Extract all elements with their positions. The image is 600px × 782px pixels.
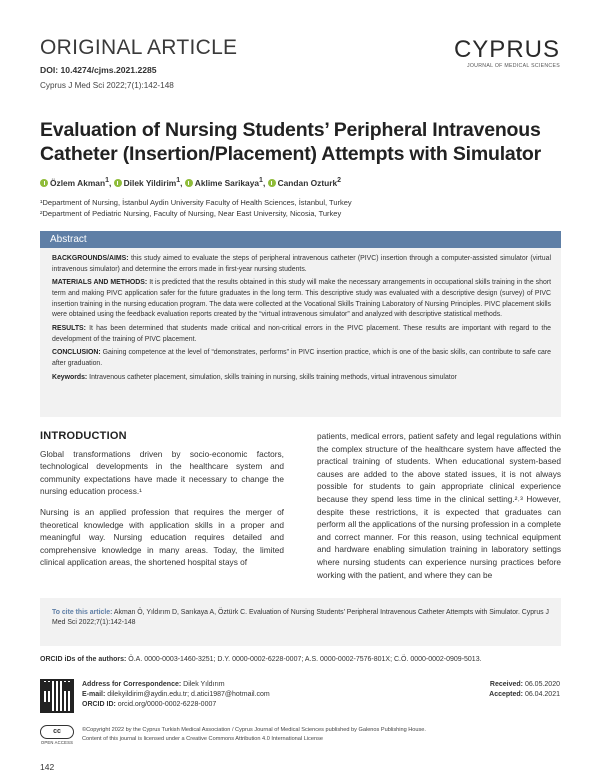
abstract-background: [52, 254, 551, 275]
cc-license-icon: cc: [40, 725, 74, 739]
orcid-ids-text: Ö.A. 0000-0003-1460-3251; D.Y. 0000-0002-6228-0007; A.S. 0000-0002-7576-801X; C.Ö. 0000-0002-0909-5013.: [128, 656, 482, 663]
orcid-ids-label: ORCID iDs of the authors:: [40, 656, 127, 663]
orcid-icon[interactable]: [185, 179, 193, 187]
received-label: Received:: [489, 681, 523, 688]
article-title-line-2: Catheter (Insertion/Placement) Attempts with Simulator: [40, 143, 541, 165]
abstract-keywords: [52, 373, 551, 384]
header-left: [40, 36, 237, 90]
cite-label: To cite this article:: [52, 609, 113, 616]
journal-logo-name: CYPRUS: [453, 36, 560, 63]
body-column-right: [317, 430, 561, 589]
author-affiliation-mark: 1: [176, 177, 181, 184]
abstract-results-label: RESULTS:: [52, 324, 86, 332]
author-affiliation-mark: 2: [337, 177, 342, 184]
author-name: Aklime Sarikaya: [194, 177, 260, 188]
author-name: Özlem Akman: [50, 177, 106, 188]
abstract-conclusion-text: Gaining competence at the level of “demonstrates, performs” in PIVC insertion practice, which is one of the basic skills, can contribute to safe care after graduation.: [52, 349, 551, 367]
orcid-ids: [40, 656, 482, 663]
received-value: 06.05.2020: [524, 681, 560, 688]
abstract-results-text: It has been determined that students made critical and non-critical errors in the PIVC placement. These results are important with regard to the development of the training of PIVC placement.: [52, 324, 552, 343]
affiliation-2: ²Department of Pediatric Nursing, Faculty of Nursing, Near East University, Nicosia, Turkey: [40, 209, 342, 218]
abstract-background-label: BACKGROUNDS/AIMS:: [52, 255, 129, 262]
correspondence-email: [82, 690, 270, 700]
introduction-heading: INTRODUCTION: [40, 430, 127, 442]
abstract-keywords-text: Intravenous catheter placement, simulation, skills training in nursing, skills training methods, virtual intravenous simulator: [89, 373, 457, 381]
article-title: [40, 118, 560, 166]
abstract-methods-text: It is predicted that the results obtained in this study will make the necessary arrangements in occupational skills training in the short term and making PIVC application safer for the future graduates in the long term. This descriptive study was evaluated with a descriptive design (survey) of PIVC insertion training in the nursing education program. The data were collected at the Vocational Skills Training Laboratory of Nursing Principles. PIVC placement skills were obtained using the feedback evaluation reports created by the “virtual intravenous simulator” and analyzed with descriptive statistical methods.: [52, 279, 551, 319]
correspondence-email-value[interactable]: dilekyildirim@aydin.edu.tr; d.atici1987@hotmail.com: [107, 691, 270, 698]
correspondence-address: [82, 680, 270, 690]
correspondence-orcid-label: ORCID ID:: [82, 701, 116, 708]
accepted-date: [489, 690, 560, 700]
cite-this-article-box: [40, 598, 561, 646]
qr-code-icon: [40, 679, 74, 713]
abstract-methods-label: MATERIALS AND METHODS:: [52, 279, 148, 287]
doi[interactable]: DOI: 10.4274/cjms.2021.2285: [40, 65, 157, 75]
abstract-box: [40, 231, 561, 417]
received-date: [489, 680, 560, 690]
intro-paragraph-1: Global transformations driven by socio-economic factors, technological developments in the healthcare system and community expectations have made it necessary to change the nursing education process.¹: [40, 448, 284, 497]
page-number: 142: [40, 762, 55, 772]
accepted-label: Accepted:: [489, 691, 523, 698]
author-affiliation-mark: 1: [259, 177, 263, 184]
copyright-line-2: Content of this journal is licensed under a Creative Commons Attribution 4.0 International License: [82, 736, 323, 742]
intro-paragraph-3: patients, medical errors, patient safety and legal regulations within the complex structure of the healthcare system have affected the practical training of students. When educational system-based causes are added to the above stated issues, it is not always possible for students to gain appropriate clinical experience because they spend less time in the clinical setting.²˒³ However, despite these restrictions, it is expected that graduates can perform all the applications of the nursing profession in a complete and correct manner. For this reason, using technical equipment and hardware enabling simulation training in laboratory settings where nursing students can experience nursing practices before working with the patient, and where they can be: [317, 431, 561, 580]
section-label: ORIGINAL ARTICLE: [40, 36, 238, 59]
intro-paragraph-2: Nursing is an applied profession that requires the merger of theoretical knowledge with application skills in a proper and meaningful way. Nursing education requires detailed and comprehensive knowledge in many areas. Today, the limited clinical application areas, the shortened hospital stays of: [40, 506, 284, 568]
journal-logo-subtitle: JOURNAL OF MEDICAL SCIENCES: [466, 63, 560, 69]
article-title-line-1: Evaluation of Nursing Students’ Peripheral Intravenous: [40, 119, 541, 141]
cite-text: Akman Ö, Yıldırım D, Sarıkaya A, Öztürk C. Evaluation of Nursing Students’ Peripheral Intravenous Catheter Attempts with Simulator. Cyprus J Med Sci 2022;7(1):142-148: [52, 609, 549, 627]
correspondence: [82, 680, 270, 710]
abstract-keywords-label: Keywords:: [52, 373, 88, 381]
correspondence-email-label: E-mail:: [82, 691, 106, 698]
author-name: Candan Ozturk: [277, 177, 338, 188]
orcid-icon[interactable]: [114, 179, 122, 187]
orcid-icon[interactable]: [40, 179, 48, 187]
correspondence-orcid: [82, 700, 270, 710]
abstract-body: [40, 248, 561, 383]
orcid-icon[interactable]: [268, 179, 276, 187]
affiliation-1: ¹Department of Nursing, İstanbul Aydin University Faculty of Health Sciences, İstanbul, Turkey: [40, 198, 352, 207]
copyright-line-1: ©Copyright 2022 by the Cyprus Turkish Medical Association / Cyprus Journal of Medical Sciences published by Galenos Publishing House.: [82, 727, 426, 733]
journal-citation: Cyprus J Med Sci 2022;7(1):142-148: [40, 81, 174, 90]
abstract-background-text: this study aimed to evaluate the steps of peripheral intravenous catheter (PIVC) insertion through a computer-assisted simulator (virtual intravenous simulator) and determine the errors made in first-year nursing students.: [52, 255, 552, 273]
open-access-icon: [40, 725, 74, 747]
author-affiliation-mark: 1: [105, 177, 109, 184]
accepted-value: 06.04.2021: [524, 691, 560, 698]
abstract-conclusion: [52, 348, 551, 369]
author-list: Özlem Akman$^1$, Dilek Yildirim$^1$, Aklime Sarikaya$^1$, Candan Ozturk$^2$: [40, 177, 341, 188]
abstract-results: [52, 324, 551, 345]
copyright-notice: [82, 726, 426, 744]
article-dates: [489, 680, 560, 700]
abstract-conclusion-label: CONCLUSION:: [52, 349, 101, 357]
correspondence-address-label: Address for Correspondence:: [82, 681, 182, 688]
author-name: Dilek Yildirim: [123, 177, 177, 188]
abstract-heading: Abstract: [40, 231, 561, 248]
open-access-label: OPEN ACCESS: [40, 740, 74, 745]
correspondence-address-value: Dilek Yıldırım: [183, 681, 225, 688]
journal-logo: [454, 38, 560, 69]
correspondence-orcid-value[interactable]: orcid.org/0000-0002-6228-0007: [117, 701, 217, 708]
body-column-left: [40, 430, 284, 577]
abstract-methods: [52, 278, 551, 320]
